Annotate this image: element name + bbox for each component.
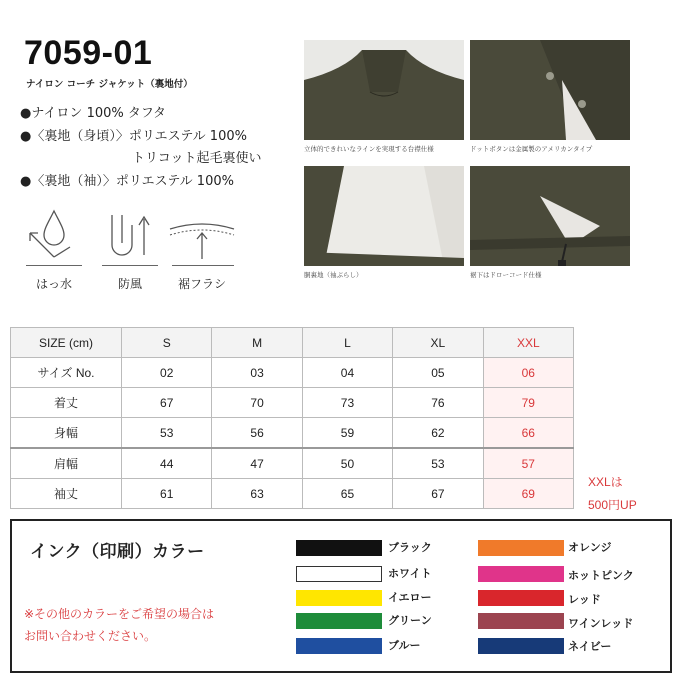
table-cell: 47 — [212, 448, 302, 479]
swatch-hot-pink — [478, 566, 564, 582]
water-repellent-icon — [20, 203, 88, 265]
feature-label: 防風 — [117, 277, 142, 291]
table-header-cell: S — [122, 328, 212, 358]
swatch-label: ホワイト — [388, 567, 432, 580]
lining-detail-image — [304, 166, 464, 266]
table-cell: 59 — [302, 418, 392, 449]
table-cell: 67 — [393, 479, 483, 509]
swatch-black — [296, 540, 382, 556]
photo-caption: 立体的できれいなラインを実現する台襟仕様 — [304, 145, 434, 153]
product-model-number: 7059-01 — [24, 34, 153, 72]
photo-drawcord — [470, 166, 630, 266]
table-cell: 肩幅 — [11, 448, 122, 479]
table-row — [11, 479, 574, 509]
table-cell: サイズ No. — [11, 358, 122, 388]
swatch-label: レッド — [568, 593, 601, 606]
swatch-label: ホットピンク — [568, 569, 634, 582]
swatch-blue — [296, 638, 382, 654]
spec-body-lining-detail: トリコット起毛裏使い — [132, 151, 262, 166]
product-subtitle: ナイロン コーチ ジャケット（裏地付） — [26, 79, 193, 90]
table-header-row — [11, 328, 574, 358]
photo-buttons — [470, 40, 630, 140]
table-cell: 53 — [122, 418, 212, 449]
photo-caption: 裾下はドローコード仕様 — [470, 271, 542, 279]
feature-windproof — [96, 203, 176, 293]
table-cell: 66 — [483, 418, 573, 449]
swatch-yellow — [296, 590, 382, 606]
table-cell: 62 — [393, 418, 483, 449]
spec-body-lining: ●〈裏地（身頃）〉ポリエステル 100% — [20, 129, 247, 144]
swatch-wine-red — [478, 613, 564, 629]
swatch-orange — [478, 540, 564, 556]
table-cell: 着丈 — [11, 388, 122, 418]
table-cell: 61 — [122, 479, 212, 509]
table-header-cell: XL — [393, 328, 483, 358]
spec-shell: ●ナイロン 100% タフタ — [20, 106, 166, 121]
table-cell: 50 — [302, 448, 392, 479]
table-cell: 69 — [483, 479, 573, 509]
button-detail-image — [470, 40, 630, 140]
xxl-price-note-line2: 500円UP — [588, 498, 637, 512]
swatch-label: ワインレッド — [568, 617, 634, 630]
table-row — [11, 418, 574, 449]
table-header-cell: SIZE (cm) — [11, 328, 122, 358]
table-cell: 57 — [483, 448, 573, 479]
photo-collar — [304, 40, 464, 140]
swatch-label: ネイビー — [568, 640, 612, 653]
feature-hem-lining — [166, 203, 246, 293]
collar-detail-image — [304, 40, 464, 140]
table-cell: 03 — [212, 358, 302, 388]
table-cell: 44 — [122, 448, 212, 479]
table-cell: 袖丈 — [11, 479, 122, 509]
table-cell: 53 — [393, 448, 483, 479]
table-row — [11, 448, 574, 479]
table-cell: 76 — [393, 388, 483, 418]
swatch-label: ブルー — [388, 639, 421, 652]
table-header-cell: XXL — [483, 328, 573, 358]
photo-lining — [304, 166, 464, 266]
table-cell: 65 — [302, 479, 392, 509]
xxl-price-note-line1: XXLは — [588, 475, 623, 489]
swatch-green — [296, 613, 382, 629]
swatch-navy — [478, 638, 564, 654]
feature-water-repellent — [20, 203, 100, 293]
ink-note-line1: ※その他のカラーをご希望の場合は — [24, 607, 215, 621]
table-header-cell: L — [302, 328, 392, 358]
swatch-label: ブラック — [388, 541, 432, 554]
feature-label: 裾フラシ — [177, 277, 226, 291]
photo-caption: ドットボタンは金属製のアメリカンタイプ — [470, 145, 593, 153]
table-cell: 05 — [393, 358, 483, 388]
swatch-white — [296, 566, 382, 582]
drawcord-detail-image — [470, 166, 630, 266]
table-cell: 73 — [302, 388, 392, 418]
swatch-label: オレンジ — [568, 541, 612, 554]
table-cell: 56 — [212, 418, 302, 449]
swatch-label: イエロー — [388, 591, 432, 604]
table-cell: 67 — [122, 388, 212, 418]
table-cell: 79 — [483, 388, 573, 418]
table-cell: 06 — [483, 358, 573, 388]
ink-color-title: インク（印刷）カラー — [30, 542, 205, 562]
hem-lining-icon — [166, 203, 238, 265]
windproof-icon — [96, 203, 164, 265]
feature-label: はっ水 — [35, 277, 72, 291]
swatch-red — [478, 590, 564, 606]
photo-caption: 胴裏地（袖ぶらし） — [304, 271, 363, 279]
table-row — [11, 388, 574, 418]
table-cell: 04 — [302, 358, 392, 388]
table-cell: 02 — [122, 358, 212, 388]
spec-sleeve-lining: ●〈裏地（袖）〉ポリエステル 100% — [20, 174, 234, 189]
table-cell: 身幅 — [11, 418, 122, 449]
table-cell: 63 — [212, 479, 302, 509]
table-cell: 70 — [212, 388, 302, 418]
table-row — [11, 358, 574, 388]
size-table — [10, 327, 574, 509]
swatch-label: グリーン — [388, 614, 432, 627]
table-header-cell: M — [212, 328, 302, 358]
ink-note-line2: お問い合わせください。 — [24, 629, 157, 643]
